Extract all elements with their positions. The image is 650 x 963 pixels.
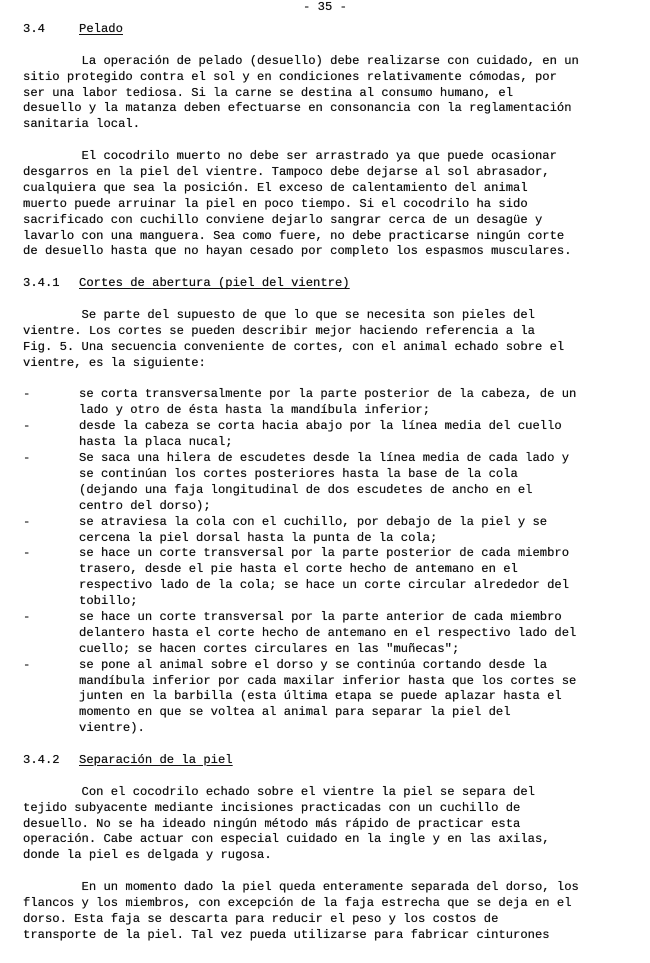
text-line: se hace un corte transversal por la parte posterior de cada miembro — [79, 546, 570, 561]
text-line: hasta la placa nucal; — [79, 435, 233, 450]
list-item — [23, 546, 643, 610]
text-line: desuello. No se ha ideado ningún método más rápido de practicar esta — [23, 816, 521, 831]
list-item-text — [79, 451, 569, 515]
dash-marker: - — [23, 657, 31, 672]
text-line: lado y otro de ésta hasta la mandíbula inferior; — [79, 403, 431, 418]
text-line: Fig. 5. Una secuencia conveniente de cortes, con el animal echado sobre el — [23, 339, 565, 354]
text-line: En un momento dado la piel queda enteramente separada del dorso, los — [23, 880, 579, 895]
text-line: La operación de pelado (desuello) debe realizarse con cuidado, en un — [23, 53, 579, 68]
dash-marker: - — [23, 609, 31, 624]
text-line: vientre, es la siguiente: — [23, 355, 206, 370]
page-number: - 35 - — [303, 0, 347, 14]
section-number: 3.4 — [23, 22, 45, 36]
text-line: se pone al animal sobre el dorso y se continúa cortando desde la — [79, 657, 548, 672]
text-line: cuello; se hacen cortes circulares en las "muñecas"; — [79, 641, 460, 656]
document-body — [23, 22, 643, 944]
text-line: respectivo lado de la cola; se hace un corte circular alrededor del — [79, 578, 570, 593]
text-line: vientre. Los cortes se pueden describir mejor haciendo referencia a la — [23, 323, 535, 338]
list-item — [23, 387, 643, 419]
list-item — [23, 658, 643, 737]
list-item — [23, 610, 643, 658]
section-number: 3.4.1 — [23, 276, 60, 291]
text-line: dorso. Esta faja se descarta para reducir el peso y los costos de — [23, 911, 499, 926]
paragraph — [23, 785, 643, 864]
text-line: sitio protegido contra el sol y en condiciones relativamente cómodas, por — [23, 69, 557, 84]
dash-marker: - — [23, 546, 31, 561]
text-line: sanitaria local. — [23, 117, 141, 132]
list-item-text — [79, 515, 547, 547]
text-line: mandíbula inferior por cada maxilar inferior hasta que los cortes se — [79, 673, 577, 688]
text-line: (dejando una faja longitudinal de dos escudetes de ancho en el — [79, 482, 533, 497]
text-line: muerto puede arruinar la piel en poco tiempo. Si el cocodrilo ha sido — [23, 196, 528, 211]
list-item-text — [79, 387, 576, 419]
section-heading — [23, 22, 643, 38]
list-item-text — [79, 610, 576, 658]
text-line: se hace un corte transversal por la parte anterior de cada miembro — [79, 609, 562, 624]
text-line: tejido subyacente mediante incisiones practicadas con un cuchillo de — [23, 800, 521, 815]
text-line: desgarros en la piel del vientre. Tampoco debe dejarse al sol abrasador, — [23, 165, 550, 180]
paragraph — [23, 54, 643, 133]
text-line: de desuello hasta que no hayan cesado por completo los espasmos musculares. — [23, 244, 572, 259]
section-heading — [23, 276, 643, 292]
text-line: operación. Cabe actuar con especial cuidado en la ingle y en las axilas, — [23, 832, 550, 847]
text-line: desuello y la matanza deben efectuarse en consonancia con la reglamentación — [23, 101, 572, 116]
text-line: desde la cabeza se corta hacia abajo por la línea media del cuello — [79, 419, 562, 434]
text-line: donde la piel es delgada y rugosa. — [23, 848, 272, 863]
section-title: Cortes de abertura (piel del vientre) — [79, 276, 350, 291]
section-title: Separación de la piel — [79, 752, 233, 767]
text-line: cercena la piel dorsal hasta la punta de la cola; — [79, 530, 438, 545]
text-line: centro del dorso); — [79, 498, 211, 513]
text-line: momento en que se voltea al animal para separar la piel del — [79, 705, 511, 720]
text-line: trasero, desde el pie hasta el corte hecho de antemano en el — [79, 562, 518, 577]
text-line: tobillo; — [79, 594, 138, 609]
text-line: se corta transversalmente por la parte posterior de la cabeza, de un — [79, 387, 577, 402]
paragraph — [23, 149, 643, 260]
text-line: Se parte del supuesto de que lo que se necesita son pieles del — [23, 308, 535, 323]
text-line: flancos y los miembros, con excepción de la faja estrecha que se deja en el — [23, 895, 572, 910]
dash-marker: - — [23, 387, 31, 402]
text-line: se atraviesa la cola con el cuchillo, por debajo de la piel y se — [79, 514, 548, 529]
dash-marker: - — [23, 514, 31, 529]
text-line: cualquiera que sea la posición. El exceso de calentamiento del animal — [23, 180, 528, 195]
text-line: Con el cocodrilo echado sobre el vientre la piel se separa del — [23, 784, 535, 799]
text-line: se continúan los cortes posteriores hasta la base de la cola — [79, 466, 518, 481]
paragraph — [23, 308, 643, 372]
bullet-list — [23, 387, 643, 737]
text-line: lavarlo con una manguera. Sea como fuere, no debe practicarse ningún corte — [23, 228, 565, 243]
text-line: transporte de la piel. Tal vez pueda utilizarse para fabricar cinturones — [23, 927, 550, 942]
text-line: junten en la barbilla (esta última etapa se puede aplazar hasta el — [79, 689, 562, 704]
text-line: Se saca una hilera de escudetes desde la línea media de cada lado y — [79, 451, 570, 466]
dash-marker: - — [23, 451, 31, 466]
text-line: delantero hasta el corte hecho de antemano en el respectivo lado del — [79, 625, 577, 640]
section-heading — [23, 753, 643, 769]
list-item-text — [79, 658, 576, 737]
list-item — [23, 515, 643, 547]
text-line: El cocodrilo muerto no debe ser arrastrado ya que puede ocasionar — [23, 149, 557, 164]
text-line: ser una labor tediosa. Si la carne se destina al consumo humano, el — [23, 85, 514, 100]
text-line: vientre). — [79, 721, 145, 736]
section-number: 3.4.2 — [23, 752, 60, 767]
section-title: Pelado — [79, 22, 123, 36]
list-item — [23, 451, 643, 515]
paragraph — [23, 880, 643, 944]
list-item-text — [79, 546, 569, 610]
dash-marker: - — [23, 419, 31, 434]
text-line: sacrificado con cuchillo conviene dejarlo sangrar cerca de un desagüe y — [23, 212, 543, 227]
list-item — [23, 419, 643, 451]
list-item-text — [79, 419, 562, 451]
